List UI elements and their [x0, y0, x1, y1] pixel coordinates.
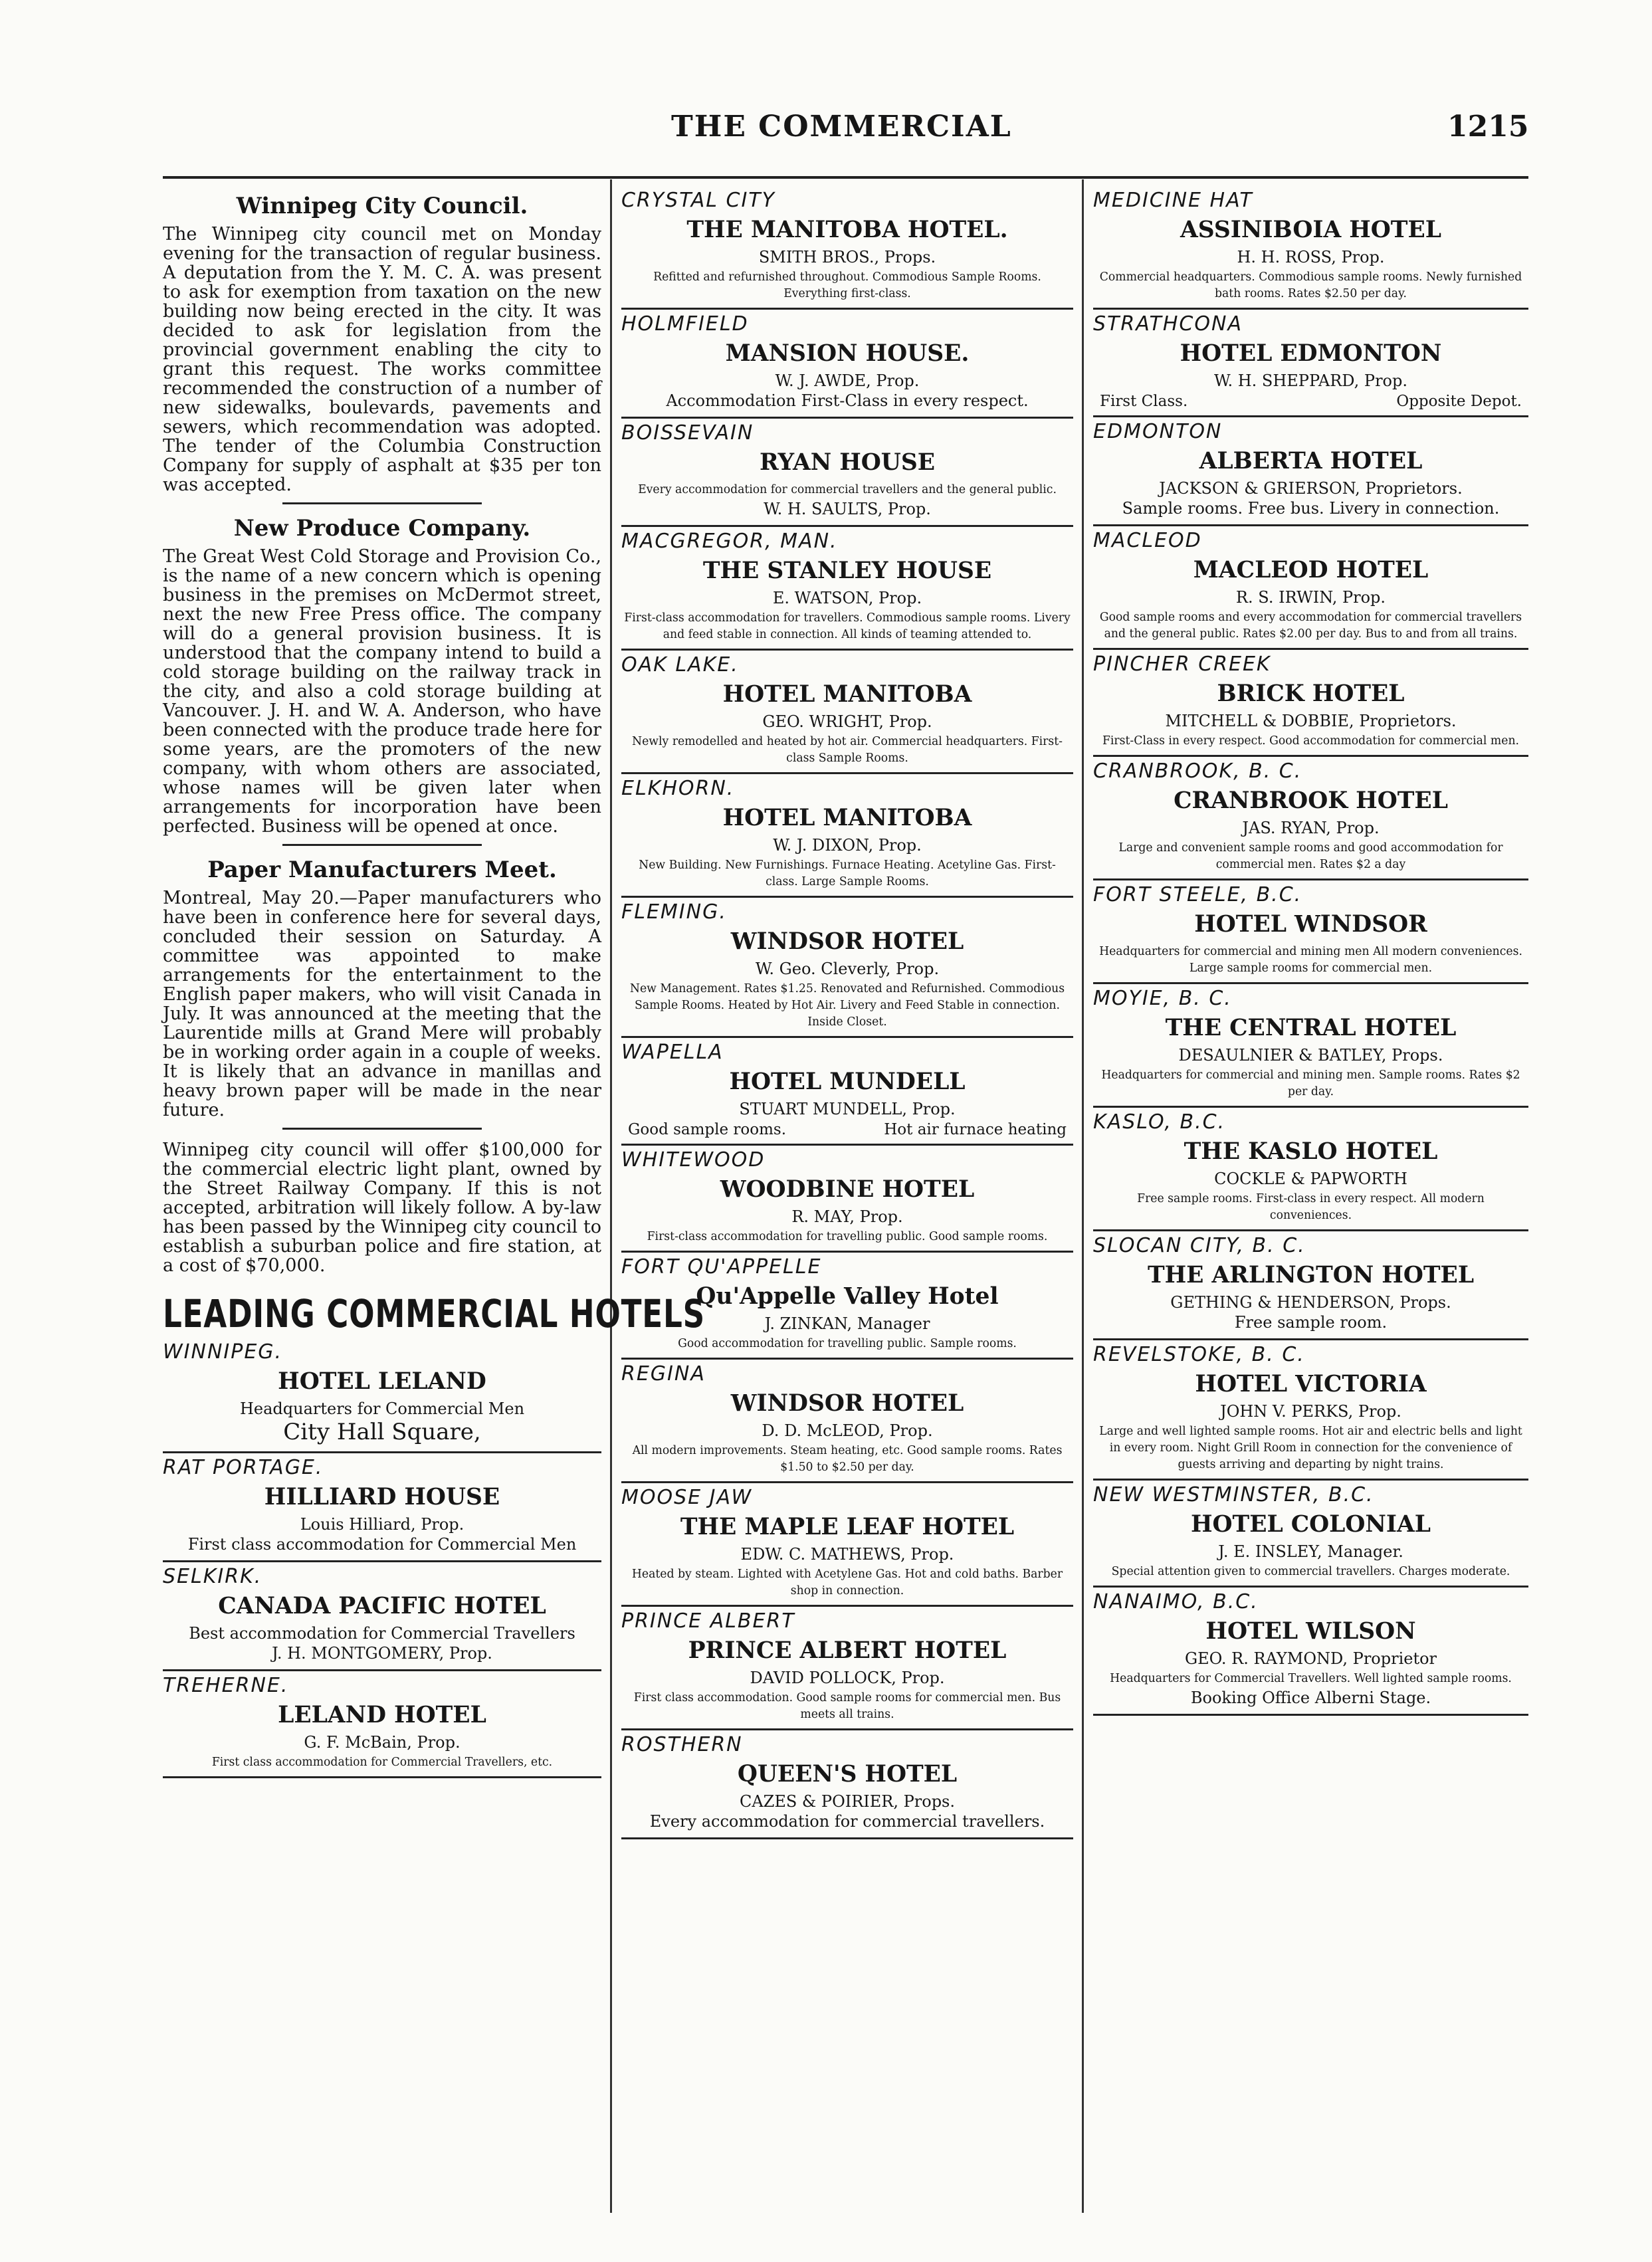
hotel-ad — [621, 774, 1073, 898]
hotel-location: TREHERNE. — [163, 1674, 289, 1697]
hotel-detail: Accommodation First-Class in every respect. — [666, 391, 1029, 410]
hotel-detail: Newly remodelled and heated by hot air. Commercial headquarters. First-class Sample Rooms. — [631, 735, 1063, 765]
hotel-detail: Good sample rooms and every accommodation for commercial travellers and the general public. Rates $2.00 per day. Bus to and from all trains. — [1099, 611, 1522, 641]
hotel-detail: First class accommodation for Commercial Men — [187, 1535, 577, 1554]
hotel-location: RAT PORTAGE. — [163, 1456, 324, 1479]
article-divider — [282, 502, 482, 504]
hotel-detail: Heated by steam. Lighted with Acetylene Gas. Hot and cold baths. Barber shop in connection. — [631, 1568, 1063, 1597]
hotel-location: SELKIRK. — [163, 1565, 262, 1588]
hotel-ad — [621, 1730, 1073, 1839]
hotel-ad — [621, 651, 1073, 774]
hotel-ad — [163, 1338, 601, 1453]
hotel-ad — [1093, 1588, 1528, 1716]
hotel-detail: Every accommodation for commercial travellers. — [649, 1812, 1045, 1831]
hotel-name: HOTEL MANITOBA — [722, 805, 972, 831]
hotel-ad — [163, 1671, 601, 1778]
hotel-detail: Best accommodation for Commercial Travellers — [189, 1624, 575, 1643]
hotel-name: HOTEL VICTORIA — [1195, 1371, 1427, 1397]
hotel-detail: R. S. IRWIN, Prop. — [1235, 588, 1386, 607]
hotel-detail: JAS. RYAN, Prop. — [1242, 819, 1380, 837]
hotel-detail: Opposite Depot. — [1396, 393, 1522, 410]
hotel-location: FORT STEELE, B.C. — [1093, 883, 1302, 906]
hotel-location: MOYIE, B. C. — [1093, 987, 1232, 1010]
hotel-detail: Large and well lighted sample rooms. Hot air and electric bells and light in every room. Night Grill Room in connection for the convenience of guests arriving and departing by night trains. — [1099, 1425, 1522, 1471]
hotel-location: CRANBROOK, B. C. — [1093, 760, 1302, 783]
column-rule — [610, 179, 612, 2213]
hotel-detail: Every accommodation for commercial travellers and the general public. — [638, 483, 1057, 496]
hotel-detail: JACKSON & GRIERSON, Proprietors. — [1159, 479, 1463, 498]
hotel-detail: All modern improvements. Steam heating, etc. Good sample rooms. Rates $1.50 to $2.50 per day. — [632, 1444, 1063, 1474]
page-number: 1215 — [1447, 110, 1529, 144]
hotel-detail: W. H. SHEPPARD, Prop. — [1213, 371, 1407, 390]
hotel-detail: First-class accommodation for travellers. Commodious sample rooms. Livery and feed stable in connection. All kinds of teaming attended to. — [624, 611, 1071, 641]
hotel-detail: First class accommodation. Good sample rooms for commercial men. Bus meets all trains. — [633, 1691, 1061, 1721]
hotel-ad — [1093, 1481, 1528, 1588]
hotel-name: HOTEL WINDSOR — [1194, 911, 1427, 938]
hotel-detail: GETHING & HENDERSON, Props. — [1170, 1293, 1451, 1312]
hotel-ad — [621, 1146, 1073, 1253]
hotel-detail: J. E. INSLEY, Manager. — [1218, 1542, 1403, 1561]
hotel-detail: W. J. DIXON, Prop. — [773, 836, 922, 855]
hotel-name: HILLIARD HOUSE — [264, 1484, 500, 1510]
hotel-location: ROSTHERN — [621, 1733, 743, 1756]
hotel-detail: R. MAY, Prop. — [791, 1207, 903, 1226]
hotel-name: LELAND HOTEL — [278, 1702, 486, 1728]
hotel-detail: GEO. WRIGHT, Prop. — [762, 712, 932, 731]
hotel-detail: EDW. C. MATHEWS, Prop. — [740, 1545, 954, 1564]
hotel-name: THE CENTRAL HOTEL — [1165, 1015, 1457, 1041]
hotel-location: WHITEWOOD — [621, 1148, 766, 1172]
article-heading: Winnipeg City Council. — [236, 193, 528, 219]
section-title: LEADING COMMERCIAL HOTELS — [163, 1291, 705, 1336]
hotel-detail: STUART MUNDELL, Prop. — [739, 1100, 956, 1118]
hotel-ad — [163, 1562, 601, 1671]
hotel-detail: Large and convenient sample rooms and good accommodation for commercial men. Rates $2 a day — [1118, 841, 1503, 871]
hotel-name: HOTEL MANITOBA — [722, 681, 972, 708]
hotel-detail: Headquarters for commercial and mining men. Sample rooms. Rates $2 per day. — [1101, 1069, 1520, 1098]
hotel-name: THE ARLINGTON HOTEL — [1147, 1262, 1475, 1288]
hotel-name: QUEEN'S HOTEL — [737, 1761, 958, 1788]
hotel-location: REVELSTOKE, B. C. — [1093, 1343, 1305, 1366]
hotel-detail-row — [1100, 393, 1522, 410]
article — [163, 515, 601, 836]
hotel-detail: Good sample rooms. — [628, 1121, 787, 1138]
hotel-name: THE KASLO HOTEL — [1184, 1138, 1438, 1165]
hotel-detail: W. H. SAULTS, Prop. — [764, 500, 931, 518]
hotel-location: KASLO, B.C. — [1093, 1110, 1226, 1134]
hotel-location: WAPELLA — [621, 1041, 724, 1064]
hotel-location: FLEMING. — [621, 900, 727, 924]
hotel-name: WINDSOR HOTEL — [730, 1390, 964, 1417]
hotel-detail: First Class. — [1100, 393, 1188, 410]
hotel-name: HOTEL COLONIAL — [1190, 1511, 1431, 1538]
hotel-location: NEW WESTMINSTER, B.C. — [1093, 1483, 1374, 1506]
hotel-detail: Headquarters for Commercial Travellers. Well lighted sample rooms. — [1110, 1672, 1512, 1685]
hotel-detail: Booking Office Alberni Stage. — [1190, 1689, 1431, 1707]
hotel-location: MEDICINE HAT — [1093, 189, 1253, 212]
hotel-detail: J. ZINKAN, Manager — [764, 1314, 930, 1333]
hotel-ad — [1093, 1340, 1528, 1481]
article-heading: Paper Manufacturers Meet. — [207, 857, 557, 883]
hotel-ad — [1093, 186, 1528, 310]
hotel-location: FORT QU'APPELLE — [621, 1255, 822, 1279]
hotel-name: CANADA PACIFIC HOTEL — [218, 1593, 546, 1619]
hotel-detail: Good accommodation for travelling public. Sample rooms. — [678, 1337, 1017, 1350]
article-body: Winnipeg city council will offer $100,000 for the commercial electric light plant, owned by the Street Railway Company. If this is not accepted, arbitration will likely follow. A by-law has been passed by the Winnipeg city council to establish a suburban police and fire station, at a cost of $70,000. — [163, 1140, 601, 1276]
hotel-location: PINCHER CREEK — [1093, 653, 1271, 676]
hotel-location: CRYSTAL CITY — [621, 189, 775, 212]
hotel-name: ASSINIBOIA HOTEL — [1180, 217, 1441, 243]
newspaper-title: THE COMMERCIAL — [671, 110, 1012, 144]
hotel-detail: First-Class in every respect. Good accommodation for commercial men. — [1102, 734, 1520, 748]
hotel-ad — [1093, 880, 1528, 984]
hotel-ad — [1093, 1108, 1528, 1231]
hotel-detail: MITCHELL & DOBBIE, Proprietors. — [1165, 712, 1457, 730]
hotel-ad — [1093, 310, 1528, 417]
hotel-name: THE MAPLE LEAF HOTEL — [680, 1514, 1015, 1540]
hotel-name: HOTEL LELAND — [278, 1368, 486, 1395]
article-divider — [282, 1128, 482, 1130]
hotel-ad — [621, 1483, 1073, 1607]
hotel-detail: G. F. McBain, Prop. — [304, 1733, 461, 1752]
hotel-location: MACLEOD — [1093, 529, 1202, 552]
hotel-ad — [621, 310, 1073, 419]
hotel-detail-row — [628, 1121, 1067, 1138]
hotel-ad — [163, 1453, 601, 1562]
hotel-location: REGINA — [621, 1362, 706, 1386]
hotel-address: City Hall Square, — [283, 1419, 481, 1445]
hotel-detail: Free sample rooms. First-class in every respect. All modern conveniences. — [1137, 1192, 1485, 1222]
hotel-detail: CAZES & POIRIER, Props. — [739, 1792, 956, 1811]
hotel-detail: GEO. R. RAYMOND, Proprietor — [1184, 1649, 1437, 1668]
hotel-ad — [621, 1360, 1073, 1483]
hotel-name: THE STANLEY HOUSE — [702, 558, 992, 584]
hotel-detail: JOHN V. PERKS, Prop. — [1220, 1402, 1401, 1421]
hotel-ad — [1093, 417, 1528, 526]
hotel-detail: W. Geo. Cleverly, Prop. — [755, 960, 940, 978]
hotel-location: HOLMFIELD — [621, 312, 749, 336]
hotel-ad — [621, 186, 1073, 310]
article — [163, 193, 601, 494]
hotel-name: BRICK HOTEL — [1217, 680, 1405, 707]
hotel-location: WINNIPEG. — [163, 1340, 283, 1364]
page-header — [0, 110, 1652, 150]
hotel-name: ALBERTA HOTEL — [1199, 448, 1423, 474]
hotel-detail: Sample rooms. Free bus. Livery in connection. — [1122, 499, 1500, 518]
hotel-detail: J. H. MONTGOMERY, Prop. — [272, 1644, 492, 1663]
hotel-detail: First-class accommodation for travelling public. Good sample rooms. — [647, 1230, 1048, 1243]
hotel-detail: DAVID POLLOCK, Prop. — [750, 1669, 945, 1687]
hotel-ad — [1093, 650, 1528, 757]
hotel-ad — [621, 527, 1073, 651]
hotel-detail: Special attention given to commercial travellers. Charges moderate. — [1111, 1565, 1510, 1578]
hotel-ad — [621, 419, 1073, 527]
hotel-ad — [1093, 1231, 1528, 1340]
hotel-detail: Headquarters for commercial and mining men All modern conveniences. Large sample rooms for commercial men. — [1099, 945, 1522, 975]
hotel-location: BOISSEVAIN — [621, 421, 754, 445]
right-column — [1093, 186, 1528, 2206]
hotel-detail: SMITH BROS., Props. — [758, 248, 936, 266]
hotel-ad — [621, 898, 1073, 1038]
hotel-name: HOTEL WILSON — [1205, 1618, 1416, 1645]
hotel-list — [163, 1338, 601, 1778]
hotel-name: Qu'Appelle Valley Hotel — [696, 1283, 999, 1310]
hotel-detail: Headquarters for Commercial Men — [239, 1399, 525, 1418]
hotel-detail: First class accommodation for Commercial Travellers, etc. — [211, 1756, 553, 1769]
hotel-location: OAK LAKE. — [621, 653, 739, 676]
hotel-name: RYAN HOUSE — [759, 449, 936, 476]
hotel-ad — [621, 1253, 1073, 1360]
article-heading: New Produce Company. — [233, 515, 531, 542]
column-rule — [1082, 179, 1084, 2213]
hotel-detail: Hot air furnace heating — [884, 1121, 1067, 1138]
hotel-ad — [1093, 984, 1528, 1108]
hotel-ad — [621, 1038, 1073, 1146]
hotel-location: MACGREGOR, MAN. — [621, 530, 838, 553]
hotel-location: NANAIMO, B.C. — [1093, 1590, 1259, 1613]
hotel-location: PRINCE ALBERT — [621, 1609, 795, 1633]
hotel-detail: COCKLE & PAPWORTH — [1214, 1170, 1407, 1188]
article-body: Montreal, May 20.—Paper manufacturers who have been in conference here for several days, concluded their session on Saturday. A committee was appointed to make arrangements for the entertainment to the English paper makers, who will visit Canada in July. It was announced at the meeting that the Laurentide mills at Grand Mere will probably be in working order again in a couple of weeks. It is likely that an advance in manillas and heavy brown paper will be made in the near future. — [163, 888, 601, 1120]
hotel-name: HOTEL MUNDELL — [729, 1069, 966, 1095]
hotel-ad — [1093, 757, 1528, 880]
hotel-ad — [621, 1607, 1073, 1730]
hotel-name: WOODBINE HOTEL — [720, 1176, 975, 1203]
article — [163, 857, 601, 1120]
hotel-name: CRANBROOK HOTEL — [1174, 787, 1448, 814]
hotel-detail: E. WATSON, Prop. — [772, 589, 922, 607]
hotel-name: MANSION HOUSE. — [725, 340, 970, 367]
hotel-detail: H. H. ROSS, Prop. — [1237, 248, 1385, 266]
hotel-detail: Louis Hilliard, Prop. — [300, 1515, 465, 1534]
hotel-ad — [1093, 526, 1528, 650]
hotel-name: PRINCE ALBERT HOTEL — [688, 1637, 1007, 1664]
article-body: The Winnipeg city council met on Monday evening for the transaction of regular business. A deputation from the Y. M. C. A. was present to ask for exemption from taxation on the new building now being erected in the city. It was decided to ask for legislation from the provincial government enabling the city to grant this request. The works committee recommended the construction of a number of new sidewalks, boulevards, pavements and sewers, which recommendation was adopted. The tender of the Columbia Construction Company for supply of asphalt at $35 per ton was accepted. — [163, 224, 601, 495]
hotel-location: ELKHORN. — [621, 777, 735, 800]
hotel-detail: New Management. Rates $1.25. Renovated and Refurnished. Commodious Sample Rooms. Heated by Hot Air. Livery and Feed Stable in connection. Inside Closet. — [629, 982, 1065, 1029]
hotel-location: EDMONTON — [1093, 420, 1223, 443]
article-body: The Great West Cold Storage and Provision Co., is the name of a new concern which is opening business in the premises on McDermot street, next the new Free Press office. The company will do a general provision business. It is understood that the company intend to build a cold storage building on the railway track in the city, and also a cold storage building at Vancouver. J. H. and W. A. Anderson, who have been connected with the produce trade here for some years, are the promoters of the new company, with whom others are associated, whose names will be given later when arrangements for incorporation have been perfected. Business will be opened at once. — [163, 546, 601, 837]
article-divider — [282, 844, 482, 846]
hotel-location: SLOCAN CITY, B. C. — [1093, 1234, 1306, 1257]
hotel-detail: New Building. New Furnishings. Furnace Heating. Acetyline Gas. First-class. Large Sample Rooms. — [639, 859, 1056, 888]
hotel-name: WINDSOR HOTEL — [730, 928, 964, 955]
article — [163, 1140, 601, 1275]
hotel-name: MACLEOD HOTEL — [1193, 557, 1429, 583]
hotel-name: THE MANITOBA HOTEL. — [686, 217, 1008, 243]
hotel-detail: W. J. AWDE, Prop. — [775, 371, 920, 390]
hotel-name: HOTEL EDMONTON — [1180, 340, 1442, 367]
hotel-detail: Free sample room. — [1234, 1313, 1388, 1332]
middle-column — [621, 186, 1073, 2206]
hotel-detail: Refitted and refurnished throughout. Commodious Sample Rooms. Everything first-class. — [653, 270, 1041, 300]
header-rule — [163, 176, 1528, 179]
hotel-location: STRATHCONA — [1093, 312, 1243, 336]
hotel-location: MOOSE JAW — [621, 1486, 753, 1509]
hotel-detail: DESAULNIER & BATLEY, Props. — [1178, 1046, 1443, 1065]
hotel-detail: D. D. McLEOD, Prop. — [762, 1421, 933, 1440]
hotel-detail: Commercial headquarters. Commodious sample rooms. Newly furnished bath rooms. Rates $2.50 per day. — [1099, 270, 1522, 300]
